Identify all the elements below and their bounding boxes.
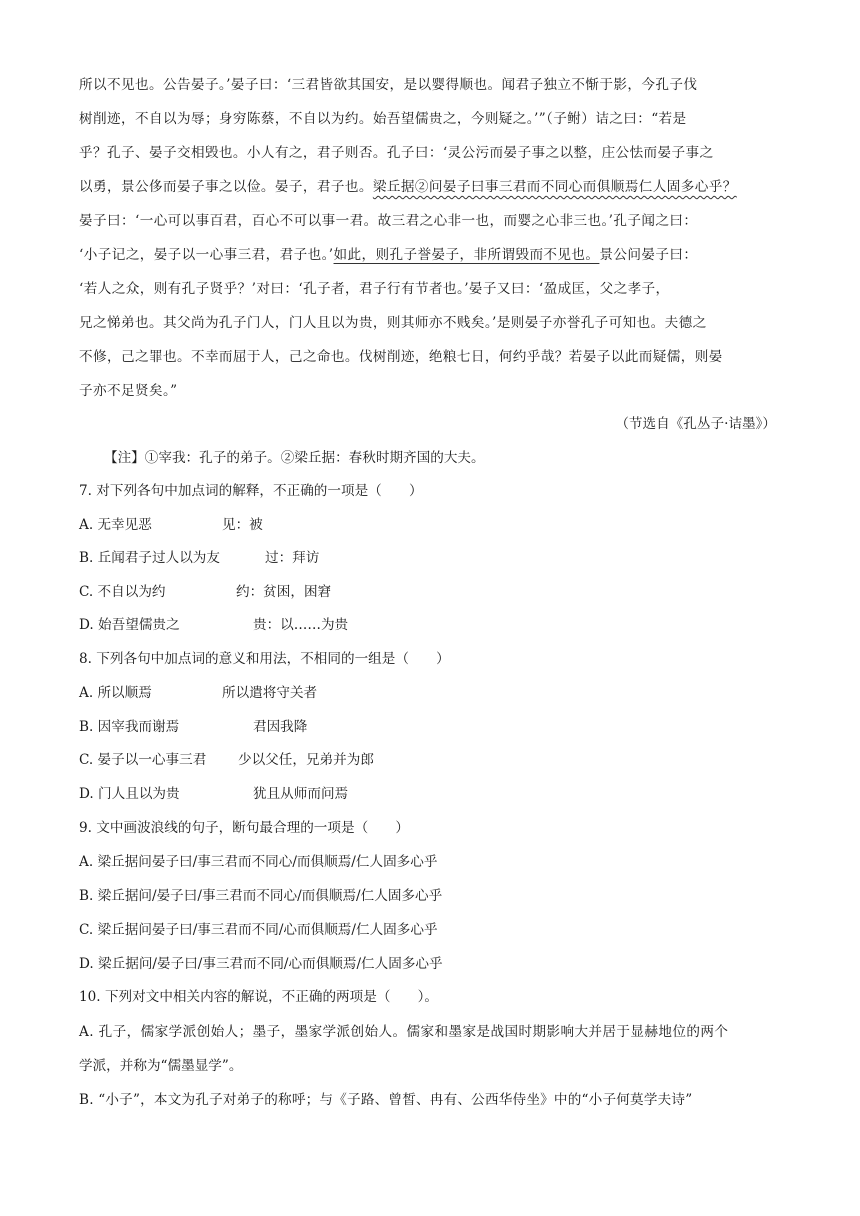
q7-option-c: C. 不自以为约 [79,584,166,600]
question-7-stem: 7. 对下列各句中加点词的解释，不正确的一项是（ ） [79,483,423,499]
q7-option-b: B. 丘闻君子过人以为友 [79,550,220,566]
q10-option-b: B. “小子”，本文为孔子对弟子的称呼；与《子路、曾皙、冉有、公西华侍坐》中的“小子何莫学夫诗” [79,1092,693,1108]
q8-option-a: A. 所以顺焉 [79,685,152,701]
passage-text: ‘小子记之，晏子以一心事三君，君子也。’ [79,247,334,263]
passage-source: （节选自《孔丛子·诘墨》） [615,416,776,432]
q10-option-a: A. 孔子，儒家学派创始人；墨子，墨家学派创始人。儒家和墨家是战国时期影响大并居于显赫地位的两个 [79,1024,729,1040]
q8-option-c: C. 晏子以一心事三君 [79,752,207,768]
passage-line: 乎？孔子、晏子交相毁也。小人有之，君子则否。孔子曰：‘灵公污而晏子事之以整，庄公怯而晏子事之 [79,145,714,161]
q8-option-d: D. 门人且以为贵 [79,786,180,802]
wavy-underlined-sentence: 梁丘据②问晏子曰事三君而不同心而俱顺焉仁人固多心乎？ [372,179,737,195]
q8-option-a-pair: 所以遣将守关者 [222,685,318,701]
q9-option-c: C. 梁丘据问晏子曰/事三君而不同/心而俱顺焉/仁人固多心乎 [79,922,438,938]
underlined-sentence: 如此，则孔子誉晏子，非所谓毁而不见也。 [333,247,600,263]
passage-line [79,170,784,204]
passage-line: 树削迹，不自以为辱；身穷陈蔡，不自以为约。始吾望儒贵之，今则疑之。’”（子鲋）诘之曰：“若是 [79,111,687,127]
q7-option-d-gloss: 贵：以……为贵 [253,617,349,633]
q9-option-b: B. 梁丘据问/晏子曰/事三君而不同心/而俱顺焉/仁人固多心乎 [79,888,443,904]
annotation-note: 【注】①宰我：孔子的弟子。②梁丘据：春秋时期齐国的大夫。 [104,450,485,466]
passage-line: ‘若人之众，则有孔子贤乎？’对曰：‘孔子者，君子行有节者也。’晏子又曰：‘盈成匡，父之孝子， [79,281,670,297]
q7-option-d: D. 始吾望儒贵之 [79,617,180,633]
q7-option-b-gloss: 过：拜访 [265,550,320,566]
passage-line [79,238,784,272]
passage-line: 所以不见也。公告晏子。’晏子曰：‘三君皆欲其国安，是以婴得顺也。闻君子独立不惭于影，今孔子伐 [79,77,698,93]
q10-option-a-cont: 学派，并称为“儒墨显学”。 [79,1058,243,1074]
q7-option-a: A. 无幸见恶 [79,517,152,533]
q8-option-c-pair: 少以父任，兄弟并为郎 [238,752,374,768]
passage-line: 不修，己之罪也。不幸而屈于人，己之命也。伐树削迹，绝粮七日，何约乎哉？若晏子以此而疑儒，则晏 [79,349,723,365]
q9-option-a: A. 梁丘据问晏子曰/事三君而不同心/而俱顺焉/仁人固多心乎 [79,854,438,870]
passage-line: 晏子曰：‘一心可以事百君，百心不可以事一君。故三君之心非一也，而婴之心非三也。’孔子闻之曰： [79,213,698,229]
q9-option-d: D. 梁丘据问/晏子曰/事三君而不同/心而俱顺焉/仁人固多心乎 [79,956,443,972]
passage-line: 子亦不足贤矣。” [79,383,178,399]
question-9-stem: 9. 文中画波浪线的句子，断句最合理的一项是（ ） [79,820,409,836]
q7-option-c-gloss: 约：贫困，困窘 [236,584,332,600]
passage-text: 景公问晏子曰： [599,247,698,263]
question-10-stem: 10. 下列对文中相关内容的解说，不正确的两项是（ ）。 [79,989,438,1005]
passage-line: 兄之悌弟也。其父尚为孔子门人，门人且以为贵，则其师亦不贱矣。’是则晏子亦誉孔子可知也。夫德之 [79,315,707,331]
passage-text: 以勇，景公侈而晏子事之以俭。晏子，君子也。 [79,179,373,195]
q8-option-d-pair: 犹且从师而问焉 [253,786,349,802]
q8-option-b-pair: 君因我降 [253,719,308,735]
q8-option-b: B. 因宰我而谢焉 [79,719,180,735]
q7-option-a-gloss: 见：被 [222,517,263,533]
question-8-stem: 8. 下列各句中加点词的意义和用法，不相同的一组是（ ） [79,651,450,667]
